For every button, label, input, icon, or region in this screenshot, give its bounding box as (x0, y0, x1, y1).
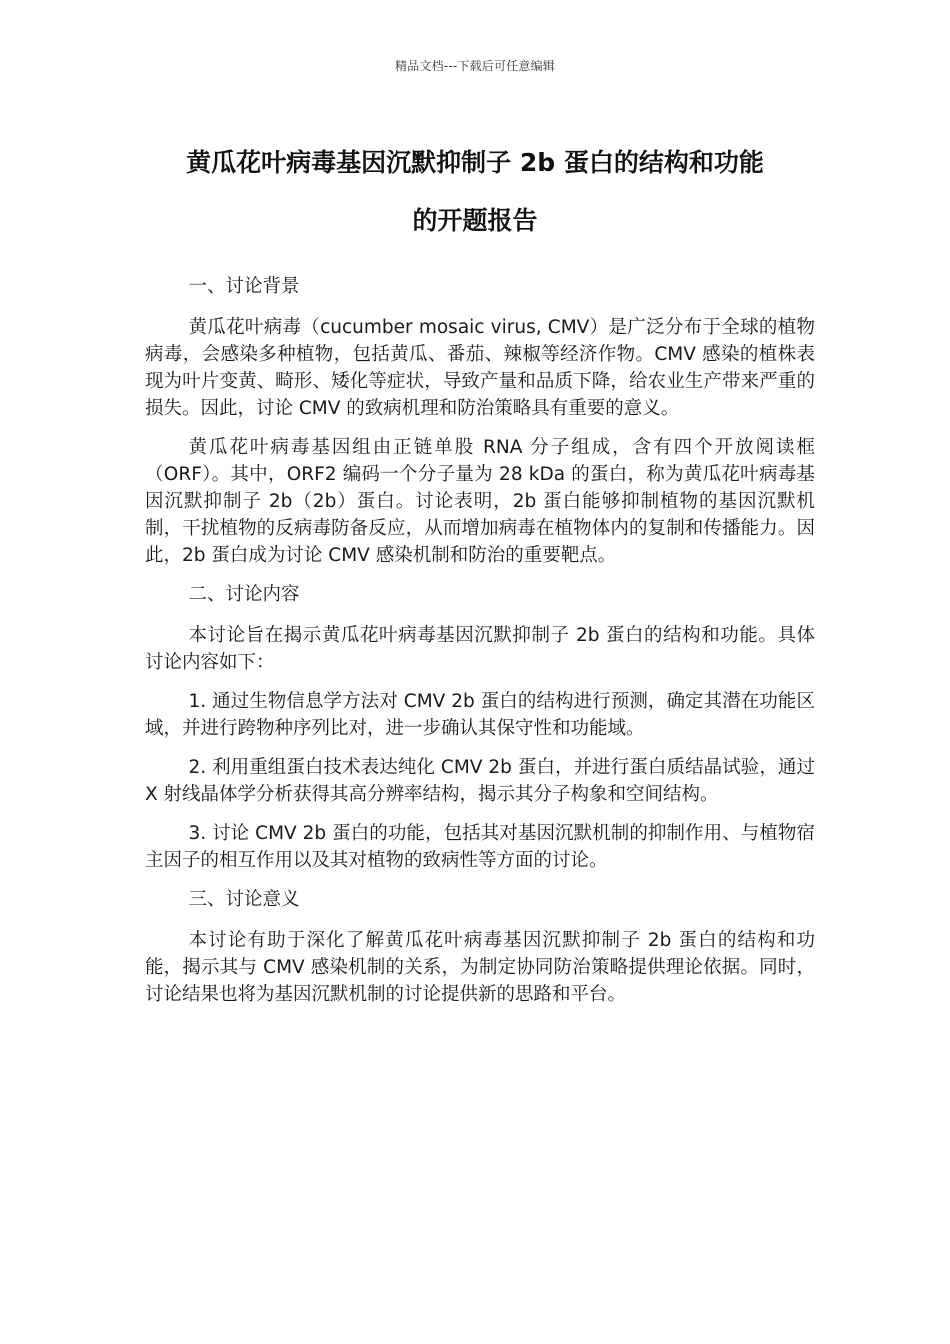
background-paragraph-2: 黄瓜花叶病毒基因组由正链单股 RNA 分子组成，含有四个开放阅读框（ORF）。其中，ORF2 编码一个分子量为 28 kDa 的蛋白，称为黄瓜花叶病毒基因沉默抑制子 2b（2b）蛋白。讨论表明，2b 蛋白能够抑制植物的基因沉默机制，干扰植物的反病毒防备反应，从而增加病毒在植物体内的复制和传播能力。因此，2b 蛋白成为讨论 CMV 感染机制和防治的重要靶点。 (145, 437, 815, 566)
background-paragraph-1: 黄瓜花叶病毒（cucumber mosaic virus, CMV）是广泛分布于全球的植物病毒，会感染多种植物，包括黄瓜、番茄、辣椒等经济作物。CMV 感染的植株表现为叶片变黄、畸形、矮化等症状，导致产量和品质下降，给农业生产带来严重的损失。因此，讨论 CMV 的致病机理和防治策略具有重要的意义。 (145, 317, 815, 419)
title-line-1: 黄瓜花叶病毒基因沉默抑制子 2b 蛋白的结构和功能 (186, 148, 764, 177)
title-line-2: 的开题报告 (412, 206, 538, 235)
significance-paragraph: 本讨论有助于深化了解黄瓜花叶病毒基因沉默抑制子 2b 蛋白的结构和功能，揭示其与 CMV 感染机制的关系，为制定协同防治策略提供理论依据。同时，讨论结果也将为基因沉默机制的讨论提供新的思路和平台。 (145, 930, 815, 1005)
document-body (145, 273, 815, 1020)
section-heading-background: 一、讨论背景 (188, 276, 300, 297)
section-heading-significance: 三、讨论意义 (188, 889, 300, 910)
content-list-item-1: 1. 通过生物信息学方法对 CMV 2b 蛋白的结构进行预测，确定其潜在功能区域，并进行跨物种序列比对，进一步确认其保守性和功能域。 (145, 691, 815, 739)
content-list-item-2: 2. 利用重组蛋白技术表达纯化 CMV 2b 蛋白，并进行蛋白质结晶试验，通过 X 射线晶体学分析获得其高分辨率结构，揭示其分子构象和空间结构。 (145, 757, 815, 805)
section-heading-content: 二、讨论内容 (188, 584, 300, 605)
content-intro-paragraph: 本讨论旨在揭示黄瓜花叶病毒基因沉默抑制子 2b 蛋白的结构和功能。具体讨论内容如下： (145, 625, 815, 673)
page-header-note: 精品文档---下载后可任意编辑 (395, 59, 555, 73)
document-title (120, 134, 830, 250)
content-list-item-3: 3. 讨论 CMV 2b 蛋白的功能，包括其对基因沉默机制的抑制作用、与植物宿主因子的相互作用以及其对植物的致病性等方面的讨论。 (145, 823, 815, 871)
